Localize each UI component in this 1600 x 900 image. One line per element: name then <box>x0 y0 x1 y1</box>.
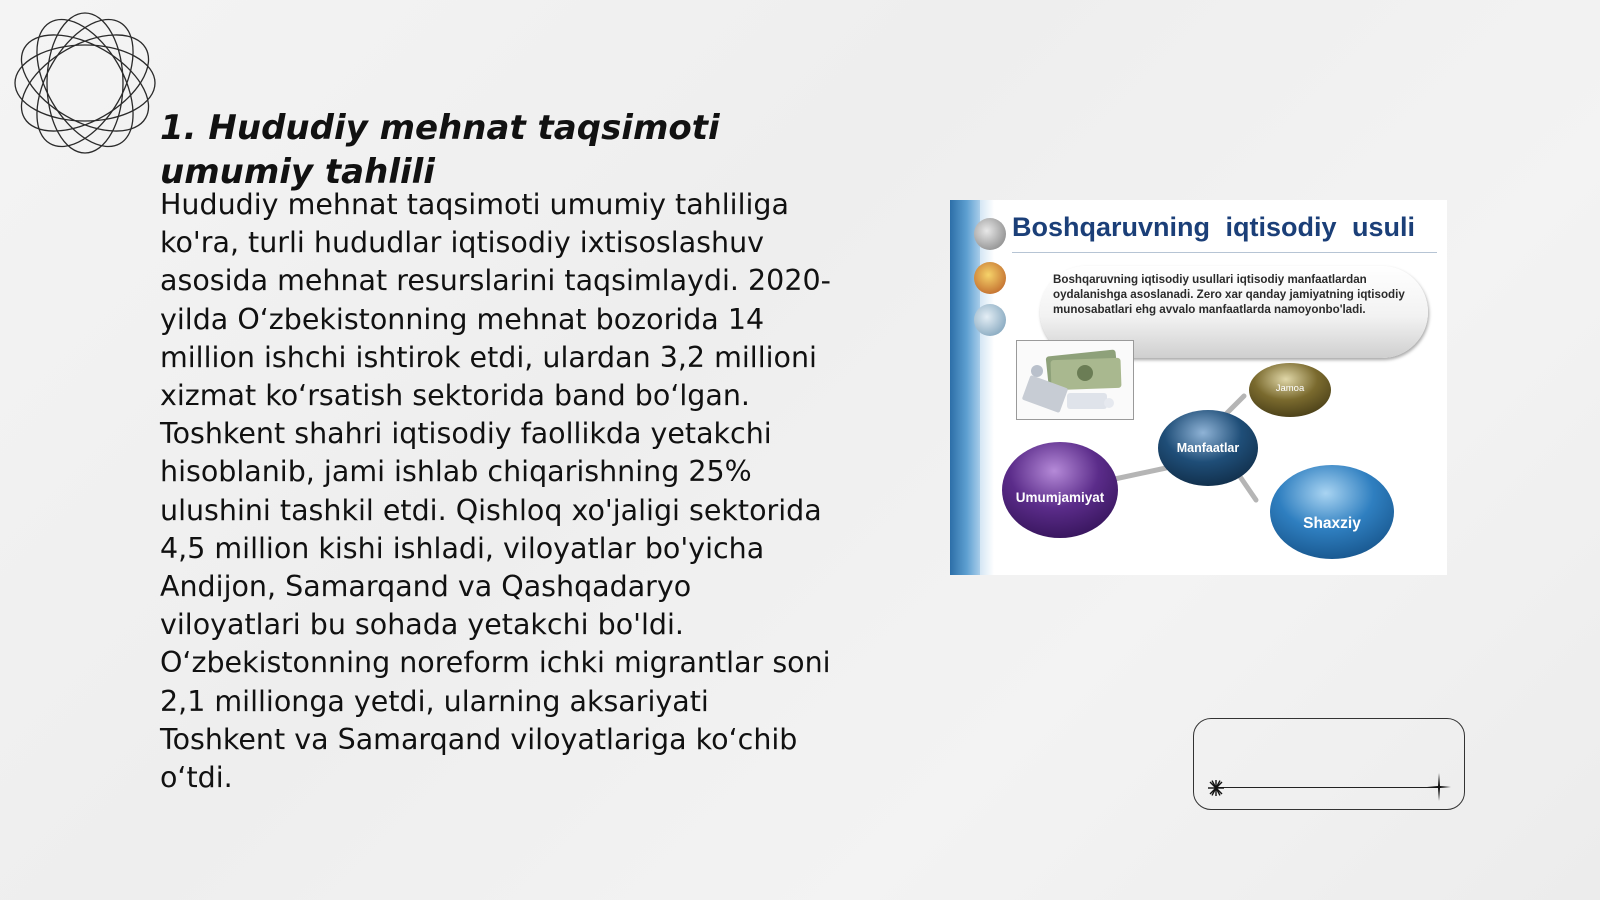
sparkle-icon <box>1206 778 1226 798</box>
node-umumjamiyat-label: Umumjamiyat <box>1015 490 1105 505</box>
plus-star-icon <box>1427 773 1451 801</box>
node-shaxsiy <box>1270 465 1394 559</box>
definition-text: Boshqaruvning iqtisodiy usullari iqtisodiy manfaatlardan oydalanishga asoslanadi. Zero xar qanday jamiyatning iqtisodiy munosabatlari ehg avvalo manfaatlarda namoyonbo'ladi. <box>1053 273 1405 316</box>
decorative-frame <box>1193 718 1465 810</box>
slide-title: 1. Hududiy mehnat taqsimoti umumiy tahlili <box>160 108 720 192</box>
economic-method-diagram <box>950 200 1447 575</box>
diagram-title: Boshqaruvning iqtisodiy usuli <box>1012 212 1416 242</box>
slide-body-text: Hududiy mehnat taqsimoti umumiy tahliliga ko'ra, turli hududlar iqtisodiy ixtisoslashuv asosida mehnat resurslarini taqsimlaydi. 2020-yilda O‘zbekistonning mehnat bozorida 14 million ishchi ishtirok etdi, ulardan 3,2 millioni xizmat ko‘rsatish sektorida band bo‘lgan. Toshkent shahri iqtisodiy faollikda yetakchi hisoblanib, jami ishlab chiqarishning 25% ulushini tashkil etdi. Qishloq xo'jaligi sektorida 4,5 million kishi ishladi, viloyatlar bo'yicha Andijon, Samarqand va Qashqadaryo viloyatlari bu sohada yetakchi bo'ldi. O‘zbekistonning noreform ichki migrantlar soni 2,1 millionga yetdi, ularning aksariyati Toshkent va Samarqand viloyatlariga ko‘chib o‘tdi. <box>160 188 831 795</box>
node-shaxsiy-label: Shaxziy <box>1303 515 1361 532</box>
node-manfaatlar-label: Manfaatlar <box>1176 441 1240 455</box>
decorative-line <box>1216 787 1441 788</box>
spiral-ornament-icon <box>10 8 160 158</box>
node-jamoa-label: Jamoa <box>1275 383 1305 394</box>
